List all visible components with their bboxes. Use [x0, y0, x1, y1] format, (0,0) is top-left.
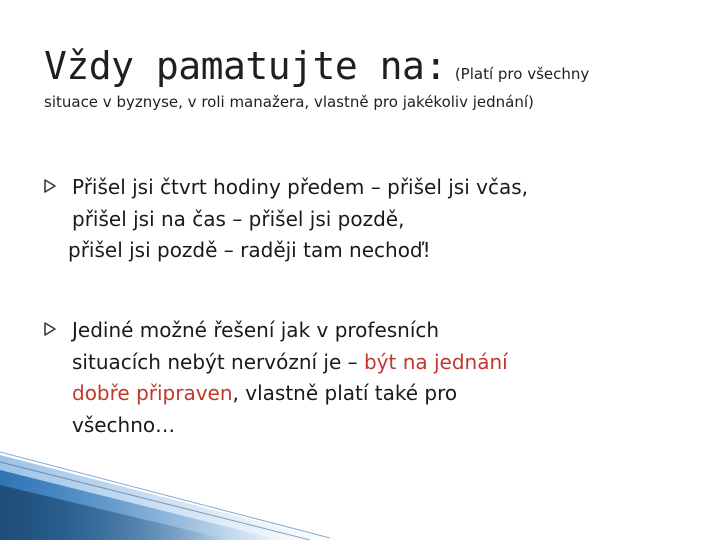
bullet-text — [72, 315, 508, 441]
arrow-bullet-icon — [44, 322, 56, 336]
bullet-line: všechno… — [72, 412, 176, 437]
bullet-line: Přišel jsi čtvrt hodiny předem – přišel jsi včas, — [72, 175, 528, 199]
title-note-continued: situace v byznyse, v roli manažera, vlastně pro jakékoliv jednání) — [44, 93, 534, 111]
title-main: Vždy pamatujte na: — [44, 44, 447, 88]
bullet-line: Jediné možné řešení jak v profesních — [72, 318, 440, 342]
bullet-text-normal: , vlastně platí také pro — [232, 381, 458, 405]
highlighted-text: dobře připraven — [72, 381, 233, 405]
bullet-line — [72, 378, 508, 410]
bullet-text — [68, 172, 528, 267]
highlighted-text: být na jednání — [363, 349, 508, 374]
slide-title — [44, 44, 589, 88]
bullet-line: přišel jsi pozdě – raději tam nechoď! — [68, 238, 431, 262]
decorative-swoosh — [0, 440, 330, 540]
arrow-bullet-icon — [44, 179, 56, 193]
title-note: (Platí pro všechny — [454, 65, 590, 83]
bullet-line — [72, 347, 508, 379]
bullet-text-normal: situacích nebýt nervózní je – — [72, 349, 364, 374]
bullet-line: přišel jsi na čas – přišel jsi pozdě, — [72, 206, 405, 231]
